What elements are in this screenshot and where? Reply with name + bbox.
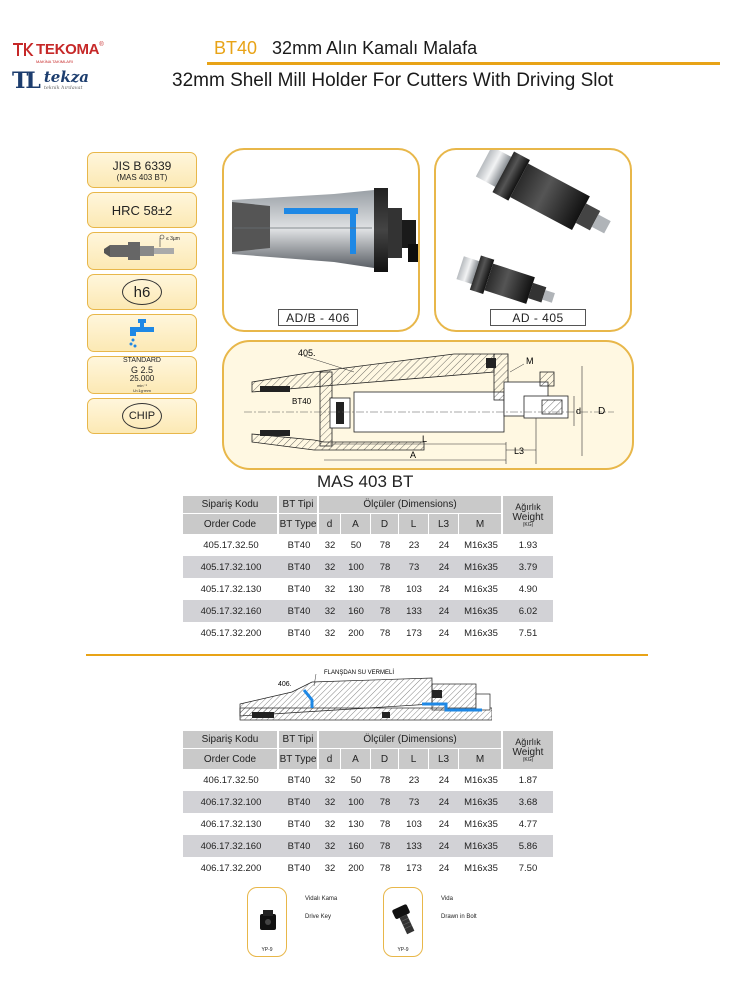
header-col-M: M — [459, 514, 503, 534]
dim-M: M16x35 — [464, 583, 498, 595]
header-weight-unit: (KG) — [522, 757, 534, 763]
order-code: 406.17.32.200 — [200, 862, 262, 874]
header-col-A: A — [341, 514, 371, 534]
accessory-drive-key — [247, 887, 287, 957]
coolant-tap-icon — [122, 316, 162, 350]
dim-L3: 24 — [429, 835, 459, 857]
dim-d: 32 — [324, 627, 336, 639]
spec-table-406 — [183, 731, 553, 879]
balance-tolerance: U<1g·mm — [133, 388, 151, 393]
dim-M: M16x35 — [464, 627, 498, 639]
spec-tolerance — [87, 274, 197, 310]
table-row — [183, 791, 553, 813]
dim-d: 32 — [324, 539, 336, 551]
technical-drawing-406 — [232, 664, 492, 728]
tekoma-tagline: MAKİNA TAKIMLARI — [36, 59, 73, 64]
order-code: 406.17.32.160 — [183, 835, 279, 857]
product-photo-406 — [222, 148, 420, 332]
drive-key-labels — [305, 890, 337, 926]
bt-type: BT40 — [279, 600, 319, 622]
dim-d: 32 — [324, 774, 336, 786]
header-col-L3: L3 — [429, 514, 459, 534]
weight: 3.79 — [503, 556, 553, 578]
tekza-wordmark: tekza — [43, 68, 89, 86]
dim-L3: 24 — [438, 539, 450, 551]
tekza-tagline: teknik hırdavat — [43, 85, 83, 91]
dim-A: 50 — [350, 774, 362, 786]
dim-L3: 24 — [429, 600, 459, 622]
title-turkish: 32mm Alın Kamalı Malafa — [272, 38, 478, 58]
dim-L: 23 — [408, 774, 420, 786]
dim-D: 78 — [379, 583, 391, 595]
header-bt-en: BT Type — [279, 514, 319, 534]
chip-badge — [122, 403, 162, 429]
dim-L3: 24 — [438, 818, 450, 830]
drawing-405-L-label: L — [422, 434, 428, 444]
dim-A: 130 — [348, 818, 364, 830]
dim-d: 32 — [324, 583, 336, 595]
order-code: 405.17.32.130 — [200, 583, 262, 595]
dim-A: 160 — [341, 600, 371, 622]
table-row — [183, 813, 553, 835]
registered-mark: ® — [99, 42, 104, 48]
header-weight — [503, 496, 553, 534]
drawing-405-D-label: D — [598, 406, 606, 417]
dim-d: 32 — [319, 791, 341, 813]
dim-A: 200 — [348, 627, 364, 639]
photo-label-405: AD - 405 — [490, 309, 586, 326]
header-order-en: Order Code — [183, 749, 279, 769]
product-photo-405 — [434, 148, 632, 332]
bt-type: BT40 — [287, 862, 311, 874]
balance-speed: 25.000 — [129, 374, 155, 383]
dim-d: 32 — [319, 835, 341, 857]
drawing-405-m-label: M — [526, 356, 534, 366]
drawing-405-A-label: A — [410, 450, 417, 460]
spec-coolant — [87, 314, 197, 352]
drawing-405-bt-label: BT40 — [292, 397, 312, 406]
spec-balance — [87, 356, 197, 394]
bt-type: BT40 — [279, 556, 319, 578]
hrc-value: HRC 58±2 — [111, 202, 173, 218]
dim-A: 160 — [341, 835, 371, 857]
bt-type: BT40 — [279, 791, 319, 813]
header-dimensions: Ölçüler (Dimensions) — [319, 496, 503, 514]
dim-d: 32 — [324, 862, 336, 874]
dim-L: 103 — [406, 583, 422, 595]
header-dimensions: Ölçüler (Dimensions) — [319, 731, 503, 749]
bt-type: BT40 — [287, 774, 311, 786]
header-weight — [503, 731, 553, 769]
tekza-logo — [12, 70, 89, 92]
tolerance-value: h6 — [133, 283, 151, 301]
drive-key-icon — [248, 888, 288, 948]
header-order-en: Order Code — [183, 514, 279, 534]
mas-standard: (MAS 403 BT) — [116, 172, 168, 182]
weight: 5.86 — [503, 835, 553, 857]
dim-L: 23 — [408, 539, 420, 551]
drawn-bolt-label-en: Drawn in Bolt — [441, 914, 477, 920]
order-code: 406.17.32.130 — [200, 818, 262, 830]
title-code: BT40 — [214, 38, 258, 58]
table-row — [183, 857, 553, 879]
dim-D: 78 — [379, 818, 391, 830]
header-bt-en: BT Type — [279, 749, 319, 769]
weight: 1.87 — [518, 774, 538, 786]
header-weight-unit: (KG) — [522, 522, 534, 528]
chip-label: CHIP — [128, 410, 156, 422]
table-row — [183, 622, 553, 644]
header-weight-en: Weight — [512, 747, 544, 758]
weight: 3.68 — [503, 791, 553, 813]
spec-chip — [87, 398, 197, 434]
bt-type: BT40 — [287, 583, 311, 595]
tekoma-wordmark: TEKOMA — [36, 40, 100, 58]
drawing-406-note: FLANŞDAN SU VERMELİ — [324, 670, 395, 676]
header-col-L3: L3 — [429, 749, 459, 769]
drive-key-label-tr: Vidalı Kama — [305, 896, 338, 902]
bt-type: BT40 — [287, 818, 311, 830]
weight: 1.93 — [518, 539, 538, 551]
holder-406-cutaway-image — [224, 150, 420, 310]
dim-A: 100 — [341, 791, 371, 813]
dim-d: 32 — [324, 818, 336, 830]
table-title: MAS 403 BT — [317, 472, 414, 491]
balance-standard-label: STANDARD — [123, 357, 161, 364]
tekza-mark-icon: TL — [12, 68, 38, 94]
order-code: 406.17.32.50 — [203, 774, 259, 786]
drive-key-label-en: Drive Key — [305, 914, 332, 920]
header-col-D: D — [371, 514, 399, 534]
drawn-bolt-icon — [384, 888, 424, 948]
order-code: 405.17.32.200 — [200, 627, 262, 639]
tekoma-mark-icon — [12, 40, 34, 58]
weight: 7.50 — [518, 862, 538, 874]
dim-L3: 24 — [438, 862, 450, 874]
dim-M: M16x35 — [464, 818, 498, 830]
dim-D: 78 — [371, 791, 399, 813]
runout-holder-icon — [92, 233, 192, 269]
dim-L: 173 — [406, 627, 422, 639]
header-weight-tr: Ağırlık — [515, 737, 541, 747]
dim-D: 78 — [379, 862, 391, 874]
drawing-405-d-label: d — [576, 406, 582, 416]
table-row — [183, 600, 553, 622]
order-code: 405.17.32.50 — [203, 539, 259, 551]
header-col-d: d — [319, 514, 341, 534]
dim-L3: 24 — [438, 627, 450, 639]
spec-jis — [87, 152, 197, 188]
table-row — [183, 534, 553, 556]
jis-standard: JIS B 6339 — [112, 158, 172, 173]
dim-M: M16x35 — [459, 791, 503, 813]
dim-L3: 24 — [438, 583, 450, 595]
runout-value: ≤ 3µm — [166, 236, 180, 242]
weight: 7.51 — [518, 627, 538, 639]
dim-M: M16x35 — [464, 862, 498, 874]
dim-L: 73 — [399, 556, 429, 578]
table-row — [183, 835, 553, 857]
drawing-406-code: 406. — [278, 681, 292, 688]
dim-A: 50 — [350, 539, 362, 551]
drawing-405-code: 405. — [298, 348, 316, 358]
drawing-405-L3-label: L3 — [514, 446, 525, 456]
dim-M: M16x35 — [459, 600, 503, 622]
dim-D: 78 — [379, 627, 391, 639]
order-code: 406.17.32.100 — [183, 791, 279, 813]
technical-drawing-405 — [222, 340, 634, 470]
header-col-M: M — [459, 749, 503, 769]
header-bt-tr: BT Tipi — [279, 496, 319, 514]
drive-key-code: YP-9 — [261, 947, 273, 953]
title-english: 32mm Shell Mill Holder For Cutters With Driving Slot — [172, 70, 614, 91]
dim-d: 32 — [319, 600, 341, 622]
header-bt-tr: BT Tipi — [279, 731, 319, 749]
drawn-bolt-labels — [441, 890, 477, 926]
drawn-bolt-label-tr: Vida — [441, 896, 453, 902]
header-col-L: L — [399, 514, 429, 534]
photo-label-406: AD/B - 406 — [278, 309, 358, 326]
dim-M: M16x35 — [459, 556, 503, 578]
spec-column — [87, 152, 197, 438]
header-col-D: D — [371, 749, 399, 769]
bt-type: BT40 — [287, 627, 311, 639]
header-col-A: A — [341, 749, 371, 769]
table-row — [183, 556, 553, 578]
dim-L: 173 — [406, 862, 422, 874]
bt-type: BT40 — [279, 835, 319, 857]
dim-M: M16x35 — [464, 774, 498, 786]
dim-L3: 24 — [438, 774, 450, 786]
dim-L: 133 — [399, 600, 429, 622]
title-underline — [207, 62, 720, 65]
spec-table-405 — [183, 496, 553, 644]
drawing-405-svg — [224, 342, 632, 468]
bt-type: BT40 — [287, 539, 311, 551]
balance-speed-unit: min⁻¹ — [137, 383, 147, 388]
tolerance-badge — [122, 279, 162, 305]
dim-d: 32 — [319, 556, 341, 578]
dim-D: 78 — [371, 835, 399, 857]
table-row — [183, 578, 553, 600]
dim-D: 78 — [371, 556, 399, 578]
dim-L3: 24 — [429, 791, 459, 813]
dim-D: 78 — [379, 774, 391, 786]
table-row — [183, 769, 553, 791]
dim-D: 78 — [379, 539, 391, 551]
drawing-406-svg — [232, 664, 492, 728]
holder-405-image — [436, 150, 632, 310]
section-divider — [86, 654, 648, 656]
page-title — [214, 38, 477, 59]
header-weight-en: Weight — [512, 512, 544, 523]
dim-L: 73 — [399, 791, 429, 813]
order-code: 405.17.32.100 — [183, 556, 279, 578]
order-code: 405.17.32.160 — [183, 600, 279, 622]
dim-L: 103 — [406, 818, 422, 830]
dim-D: 78 — [371, 600, 399, 622]
spec-hrc — [87, 192, 197, 228]
spec-runout — [87, 232, 197, 270]
header-weight-tr: Ağırlık — [515, 502, 541, 512]
dim-L3: 24 — [429, 556, 459, 578]
dim-A: 130 — [348, 583, 364, 595]
header-col-d: d — [319, 749, 341, 769]
tekoma-logo — [12, 40, 104, 64]
dim-A: 200 — [348, 862, 364, 874]
dim-M: M16x35 — [464, 539, 498, 551]
accessory-drawn-bolt — [383, 887, 423, 957]
balance-grade: G 2.5 — [130, 365, 153, 375]
header-col-L: L — [399, 749, 429, 769]
dim-M: M16x35 — [459, 835, 503, 857]
dim-A: 100 — [341, 556, 371, 578]
dim-L: 133 — [399, 835, 429, 857]
drawn-bolt-code: YP-9 — [397, 947, 409, 953]
weight: 6.02 — [503, 600, 553, 622]
header-order-tr: Sipariş Kodu — [183, 731, 279, 749]
header-order-tr: Sipariş Kodu — [183, 496, 279, 514]
weight: 4.77 — [518, 818, 538, 830]
weight: 4.90 — [518, 583, 538, 595]
